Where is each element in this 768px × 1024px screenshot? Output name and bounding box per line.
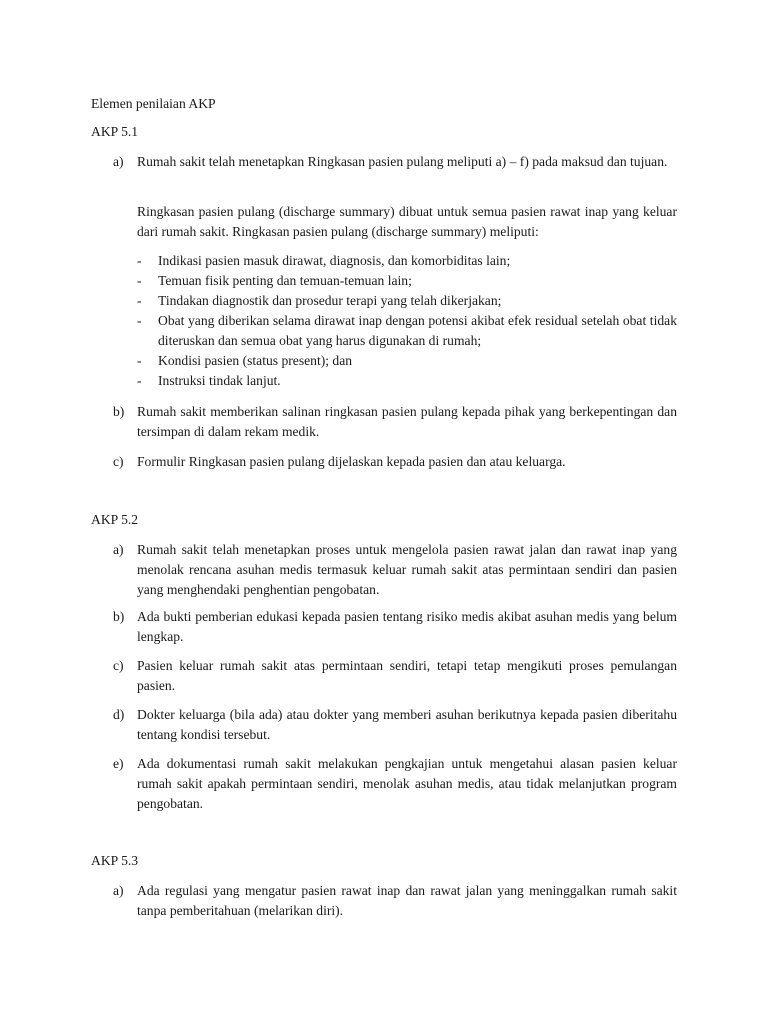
list-marker: a) bbox=[113, 542, 124, 557]
list-item-akp-5-2-b bbox=[113, 607, 677, 647]
list-marker: b) bbox=[113, 609, 125, 624]
list-marker: a) bbox=[113, 154, 124, 169]
list-item-akp-5-2-e bbox=[113, 754, 677, 814]
document-title: Elemen penilaian AKP bbox=[91, 96, 216, 111]
list-marker: b) bbox=[113, 404, 125, 419]
bullet-item: - Kondisi pasien (status present); dan bbox=[137, 353, 353, 368]
bullet-item: - Temuan fisik penting dan temuan-temuan lain; bbox=[137, 273, 412, 288]
list-item-text: Ada regulasi yang mengatur pasien rawat inap dan rawat jalan yang meninggalkan rumah sakit tanpa pemberitahuan (melarikan diri). bbox=[137, 883, 677, 918]
list-item-akp-5-1-c bbox=[113, 452, 677, 472]
section-heading-akp-5-1: AKP 5.1 bbox=[91, 124, 139, 139]
list-item-akp-5-3-a bbox=[113, 881, 677, 921]
list-item-text: Ada bukti pemberian edukasi kepada pasien tentang risiko medis akibat asuhan medis yang belum lengkap. bbox=[137, 609, 677, 644]
list-item-akp-5-2-c bbox=[113, 656, 677, 696]
list-item-text: Ada dokumentasi rumah sakit melakukan pengkajian untuk mengetahui alasan pasien keluar rumah sakit apakah permintaan sendiri, menolak asuhan medis, atau tidak melanjutkan program pengobatan. bbox=[137, 756, 677, 811]
list-item-text: Formulir Ringkasan pasien pulang dijelaskan kepada pasien dan atau keluarga. bbox=[137, 454, 566, 469]
list-item-text: Rumah sakit telah menetapkan proses untuk mengelola pasien rawat jalan dan rawat inap yang menolak rencana asuhan medis termasuk keluar rumah sakit atas permintaan sendiri dan pasien yang menghendaki penghentian pengobatan. bbox=[137, 542, 677, 597]
list-item-akp-5-2-a bbox=[113, 540, 677, 600]
bullet-item: - Indikasi pasien masuk dirawat, diagnosis, dan komorbiditas lain; bbox=[137, 253, 511, 268]
list-item-text: Rumah sakit memberikan salinan ringkasan pasien pulang kepada pihak yang berkepentingan dan tersimpan di dalam rekam medik. bbox=[137, 404, 677, 439]
list-item-akp-5-1-b bbox=[113, 402, 677, 442]
list-marker: a) bbox=[113, 883, 124, 898]
discharge-summary-bullet-list bbox=[137, 251, 677, 391]
list-marker: e) bbox=[113, 756, 124, 771]
list-item-text: Pasien keluar rumah sakit atas permintaan sendiri, tetapi tetap mengikuti proses pemulangan pasien. bbox=[137, 658, 677, 693]
section-heading-akp-5-2: AKP 5.2 bbox=[91, 512, 139, 527]
bullet-item: - Obat yang diberikan selama dirawat inap dengan potensi akibat efek residual setelah obat tidak diteruskan dan semua obat yang harus digunakan di rumah; bbox=[137, 313, 677, 348]
list-item-akp-5-2-d bbox=[113, 705, 677, 745]
list-marker: d) bbox=[113, 707, 125, 722]
bullet-item: - Tindakan diagnostik dan prosedur terapi yang telah dikerjakan; bbox=[137, 293, 502, 308]
list-marker: c) bbox=[113, 658, 124, 673]
list-item-text: Rumah sakit telah menetapkan Ringkasan pasien pulang meliputi a) – f) pada maksud dan tujuan. bbox=[137, 154, 668, 169]
list-item-text: Dokter keluarga (bila ada) atau dokter yang memberi asuhan berikutnya kepada pasien diberitahu tentang kondisi tersebut. bbox=[137, 707, 677, 742]
discharge-summary-paragraph: Ringkasan pasien pulang (discharge summary) dibuat untuk semua pasien rawat inap yang keluar dari rumah sakit. Ringkasan pasien pulang (discharge summary) meliputi: bbox=[137, 204, 677, 239]
section-heading-akp-5-3: AKP 5.3 bbox=[91, 853, 139, 868]
list-marker: c) bbox=[113, 454, 124, 469]
list-item-akp-5-1-a bbox=[113, 152, 677, 172]
bullet-item: - Instruksi tindak lanjut. bbox=[137, 373, 281, 388]
